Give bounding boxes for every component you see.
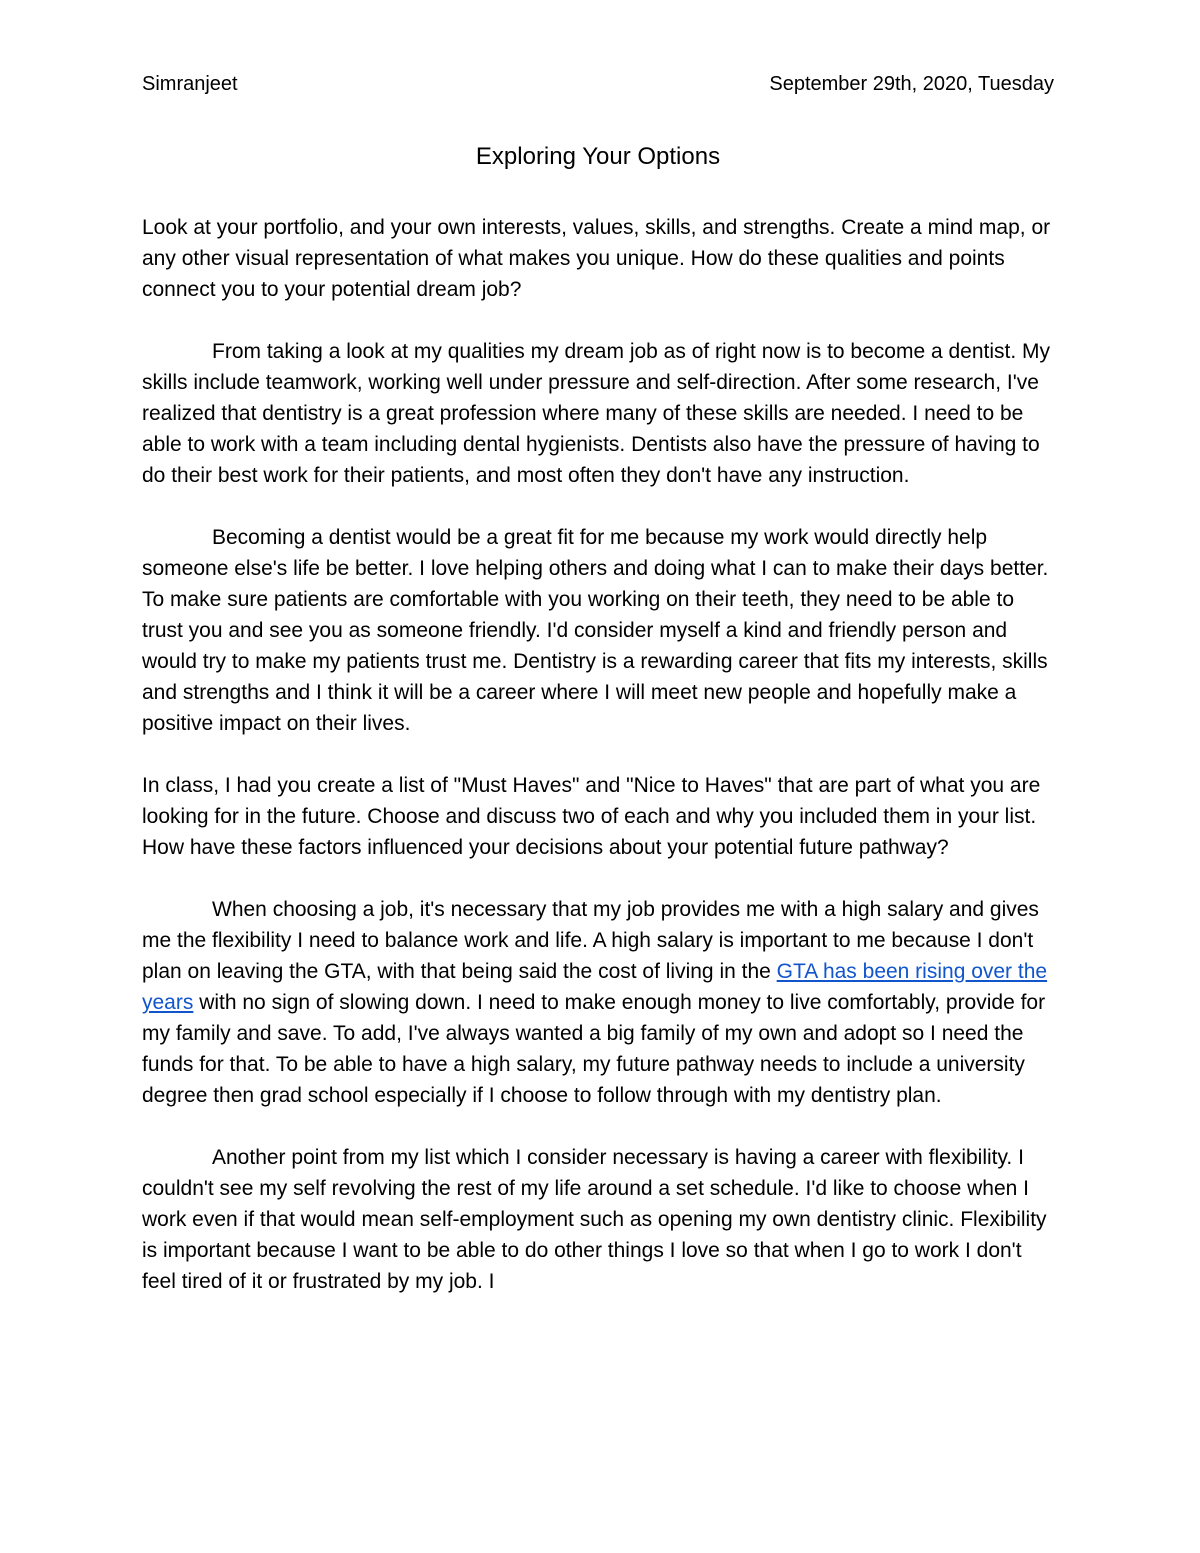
document-title: Exploring Your Options [475, 143, 721, 170]
answer-1-paragraph-2: Becoming a dentist would be a great fit for me because my work would directly help someone else's life be better. I love helping others and doing what I can to make their days better. To make sure patients are comfortable with you working on their teeth, they need to be able to trust you and see you as someone friendly. I'd consider myself a kind and friendly person and would try to make my patients trust me. Dentistry is a rewarding career that fits my interests, skills and strengths and I think it will be a career where I will meet new people and hopefully make a positive impact on their lives. [142, 526, 1049, 735]
question-prompt-2: In class, I had you create a list of "Must Haves" and "Nice to Haves" that are part of what you are looking for in the future. Choose and discuss two of each and why you included them in your list. How have these factors influenced your decisions about your potential future pathway? [142, 774, 1041, 859]
answer-2-paragraph-2: Another point from my list which I consider necessary is having a career with flexibility. I couldn't see my self revolving the rest of my life around a set schedule. I'd like to choose when I work even if that would mean self-employment such as opening my own dentistry clinic. Flexibility is important because I want to be able to do other things I love so that when I go to work I don't feel tired of it or frustrated by my job. I [142, 1146, 1047, 1293]
answer-2-text-before-link: When choosing a job, it's necessary that my job provides me with a high salary and gives me the flexibility I need to balance work and life. A high salary is important to me because I don't plan on leaving the GTA, with that being said the cost of living in the [142, 898, 1039, 983]
answer-1-paragraph-1: From taking a look at my qualities my dream job as of right now is to become a dentist. My skills include teamwork, working well under pressure and self-direction. After some research, I've realized that dentistry is a great profession where many of these skills are needed. I need to be able to work with a team including dental hygienists. Dentists also have the pressure of having to do their best work for their patients, and most often they don't have any instruction. [142, 340, 1051, 487]
gta-rising-cost-link[interactable]: GTA has been rising over the years [142, 960, 1048, 1014]
answer-2-text-after-link: with no sign of slowing down. I need to make enough money to live comfortably, provide for my family and save. To add, I've always wanted a big family of my own and adopt so I need the funds for that. To be able to have a high salary, my future pathway needs to include a university degree then grad school especially if I choose to follow through with my dentistry plan. [142, 991, 1046, 1107]
header-date: September 29th, 2020, Tuesday [769, 73, 1054, 95]
answer-2-paragraph-1 [142, 894, 1056, 1111]
author-name: Simranjeet [142, 73, 238, 95]
question-prompt-1: Look at your portfolio, and your own interests, values, skills, and strengths. Create a mind map, or any other visual representation of what makes you unique. How do these qualities and points connect you to your potential dream job? [142, 216, 1051, 301]
document-body [142, 212, 1056, 1297]
page-header [142, 70, 1054, 98]
